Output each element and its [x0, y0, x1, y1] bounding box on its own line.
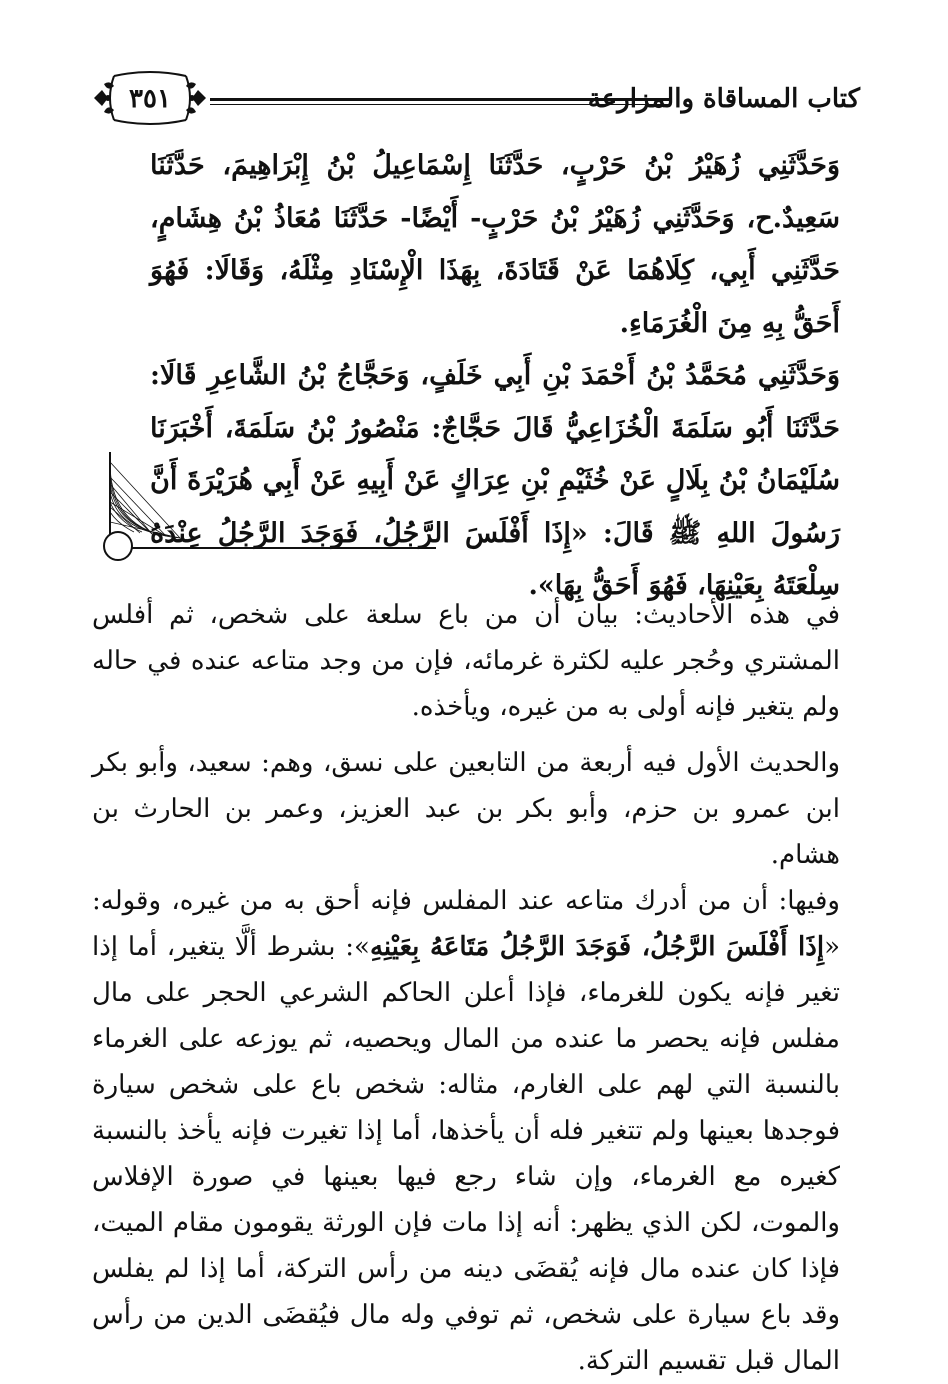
- corner-ornament-icon: [96, 452, 436, 564]
- page-header: [92, 62, 860, 134]
- commentary-text: [92, 592, 840, 1384]
- page-number-frame: [92, 66, 208, 130]
- header-rule: [210, 98, 670, 105]
- page-number: ٣٥١: [129, 84, 171, 114]
- commentary-paragraph: في هذه الأحاديث: بيان أن من باع سلعة على شخص، ثم أفلس المشتري وحُجر عليه لكثرة غرمائه، فإن من وجد متاعه عنده في حاله ولم يتغير فإنه أولى به من غيره، ويأخذه.: [92, 600, 840, 722]
- commentary-paragraph: [92, 878, 840, 1384]
- hadith-quote: إِذَا أَفْلَسَ الرَّجُلُ، فَوَجَدَ الرَّجُلُ مَتَاعَهُ بِعَيْنِهِ: [369, 932, 825, 962]
- commentary-paragraph: والحديث الأول فيه أربعة من التابعين على نسق، وهم: سعيد، وأبو بكر ابن عمرو بن حزم، وأبو بكر بن عبد العزيز، وعمر بن الحارث بن هشام.: [92, 748, 840, 870]
- commentary-text-run: »: بشرط ألَّا يتغير، أما إذا تغير فإنه يكون للغرماء، فإذا أعلن الحاكم الشرعي الحجر على مال مفلس فإنه يحصر ما عنده من المال ويحصيه، ثم يوزعه على الغرماء بالنسبة التي لهم على الغارم، مثاله: شخص باع على شخص سيارة فوجدها بعينها ولم تتغير فله أن يأخذها، أما إذا تغيرت فإنه يأخذ بالنسبة كغيره مع الغرماء، وإن شاء رجع فيها بعينها في صورة الإفلاس والموت، لكن الذي يظهر: أنه إذا مات فإن الورثة يقومون مقام الميت، فإذا كان عنده مال فإنه يُقضَى دينه من رأس التركة، أما إذا لم يفلس وقد باع سيارة على شخص، ثم توفي وله مال فيُقضَى الدين من رأس المال قبل تقسيم التركة.: [92, 932, 840, 1376]
- hadith-paragraph: وَحَدَّثَنِي مُحَمَّدُ بْنُ أَحْمَدَ بْنِ أَبِي خَلَفٍ، وَحَجَّاجُ بْنُ الشَّاعِرِ قَالَا: حَدَّثَنَا أَبُو سَلَمَةَ الْخُزَاعِيُّ قَالَ حَجَّاجٌ: مَنْصُورُ بْنُ سَلَمَةَ، أَخْبَرَنَا سُلَيْمَانُ بْنُ بِلَالٍ عَنْ خُثَيْمِ بْنِ عِرَاكٍ عَنْ أَبِيهِ عَنْ أَبِي هُرَيْرَةَ أَنَّ رَسُولَ اللهِ ﷺ قَالَ: «إِذَا أَفْلَسَ الرَّجُلُ، فَوَجَدَ الرَّجُلُ عِنْدَهُ سِلْعَتَهُ بِعَيْنِهَا، فَهُوَ أَحَقُّ بِهَا».: [150, 360, 840, 601]
- book-title: كتاب المساقاة والمزارعة: [587, 84, 860, 114]
- hadith-paragraph: وَحَدَّثَنِي زُهَيْرُ بْنُ حَرْبٍ، حَدَّثَنَا إِسْمَاعِيلُ بْنُ إِبْرَاهِيمَ، حَدَّثَنَا سَعِيدٌ.ح، وَحَدَّثَنِي زُهَيْرُ بْنُ حَرْبٍ- أَيْضًا- حَدَّثَنَا مُعَاذُ بْنُ هِشَامٍ، حَدَّثَنِي أَبِي، كِلَاهُمَا عَنْ قَتَادَةَ، بِهَذَا الْإِسْنَادِ مِثْلَهُ، وَقَالَا: فَهُوَ أَحَقُّ بِهِ مِنَ الْغُرَمَاءِ.: [150, 150, 840, 339]
- commentary-text-run: وفيها: أن من أدرك متاعه عند المفلس فإنه أحق به من غيره، وقوله: «: [92, 886, 840, 962]
